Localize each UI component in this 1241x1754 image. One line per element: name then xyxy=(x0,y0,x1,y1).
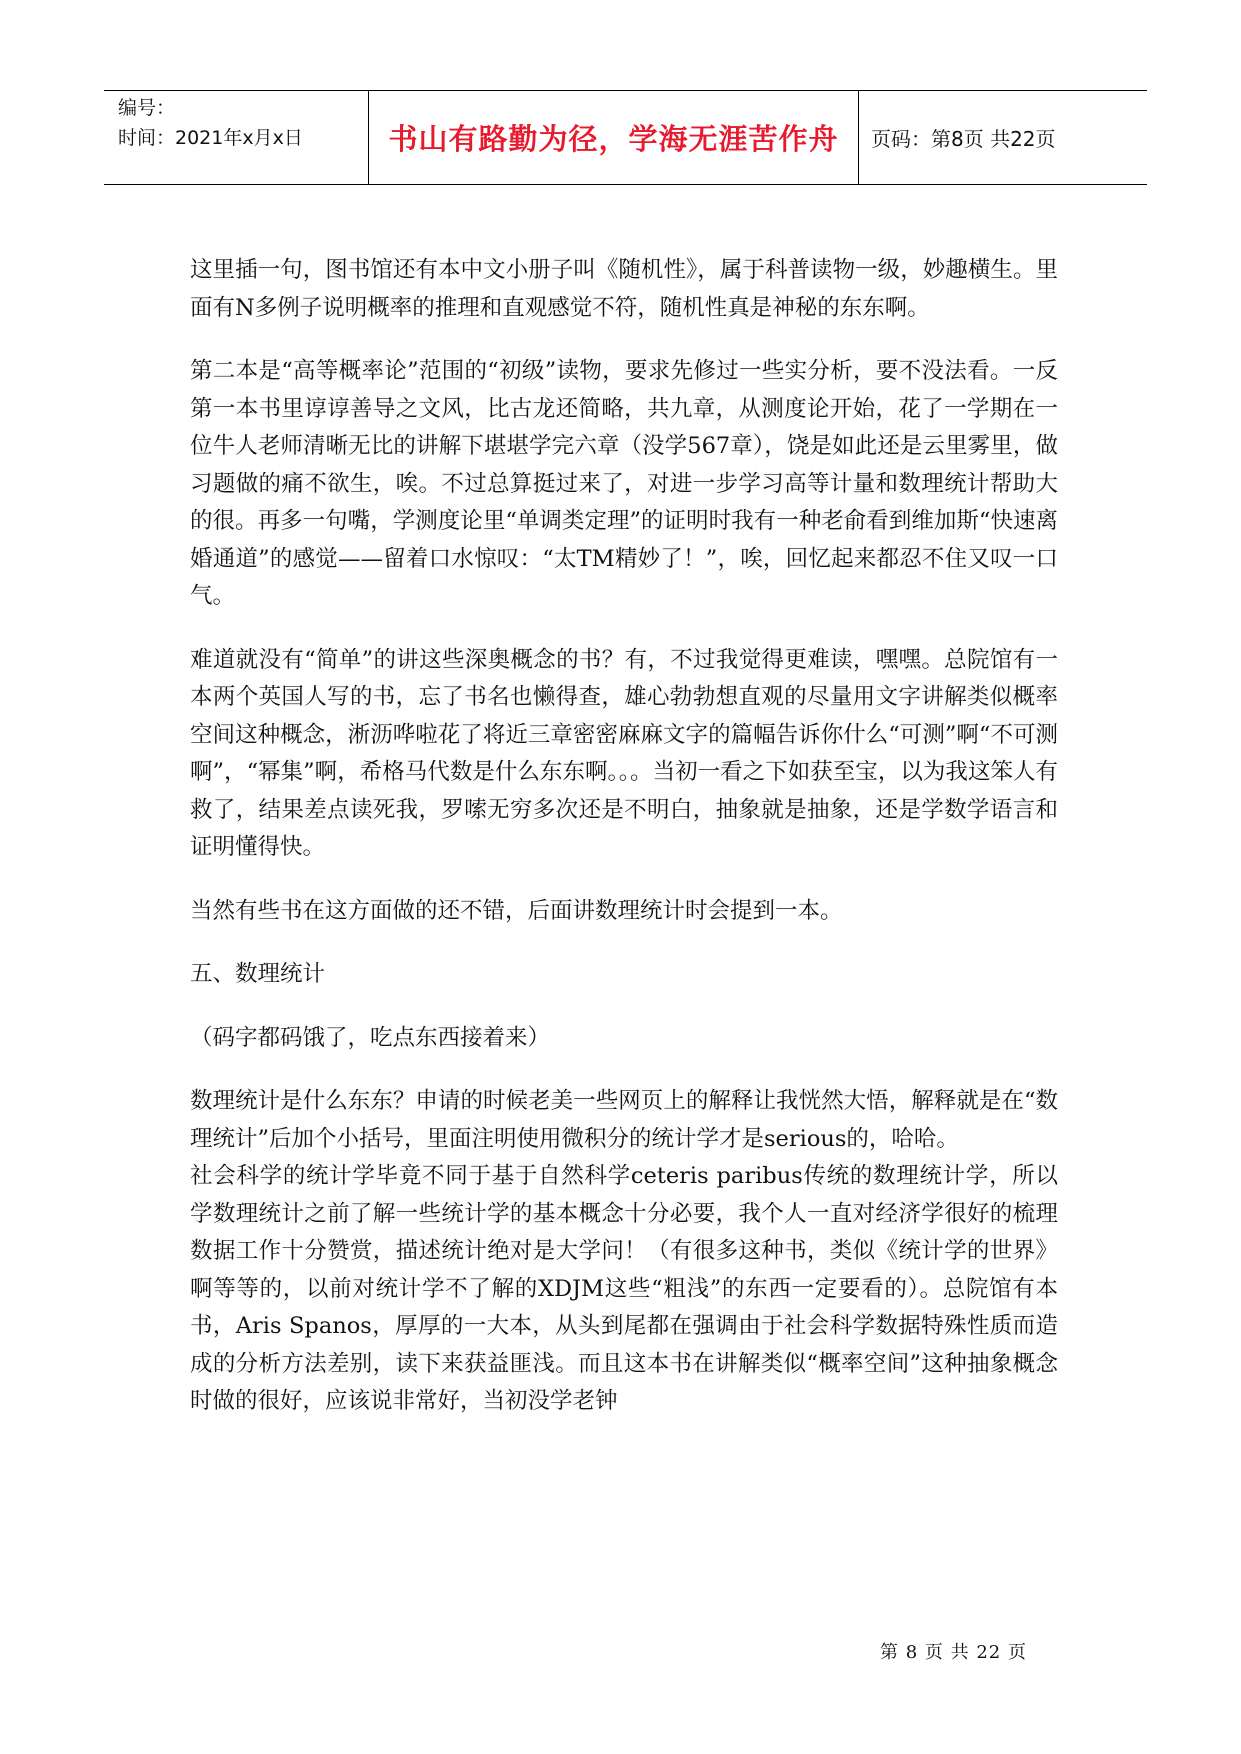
document-number-label: 编号： xyxy=(118,97,176,119)
paragraph-what-is-statistics: 数理统计是什么东东？申请的时候老美一些网页上的解释让我恍然大悟，解释就是在“数理统计”后加个小括号，里面注明使用微积分的统计学才是serious的，哈哈。 xyxy=(190,1088,1058,1152)
paragraph-second-book: 第二本是“高等概率论”范围的“初级”读物，要求先修过一些实分析，要不没法看。一反第一本书里谆谆善导之文风，比古龙还简略，共九章，从测度论开始，花了一学期在一位牛人老师清晰无比的讲解下堪堪学完六章（没学567章），饶是如此还是云里雾里，做习题做的痛不欲生，唉。不过总算挺过来了，对进一步学习高等计量和数理统计帮助大的很。再多一句嘴，学测度论里“单调类定理”的证明时我有一种老俞看到维加斯“快速离婚通道”的感觉——留着口水惊叹：“太TM精妙了！”，唉，回忆起来都忍不住又叹一口气。 xyxy=(190,358,1058,609)
header-page-cell xyxy=(859,91,1147,184)
document-time-label: 时间：2021年x月x日 xyxy=(118,127,303,149)
document-body xyxy=(190,252,1058,1421)
header-motto-cell xyxy=(369,91,859,184)
paragraph-aside: （码字都码饿了，吃点东西接着来） xyxy=(190,1024,551,1051)
page-footer: 第 8 页 共 22 页 xyxy=(880,1642,1027,1663)
paragraph-social-science-statistics: 社会科学的统计学毕竟不同于基于自然科学ceteris paribus传统的数理统计学，所以学数理统计之前了解一些统计学的基本概念十分必要，我个人一直对经济学很好的梳理数据工作十分赞赏，描述统计绝对是大学问！（有很多这种书，类似《统计学的世界》啊等等的，以前对统计学不了解的XDJM这些“粗浅”的东西一定要看的）。总院馆有本书，Aris Spanos，厚厚的一大本，从头到尾都在强调由于社会科学数据特殊性质而造成的分析方法差别，读下来获益匪浅。而且这本书在讲解类似“概率空间”这种抽象概念时做的很好，应该说非常好，当初没学老钟 xyxy=(190,1163,1058,1414)
page-header xyxy=(104,90,1147,185)
header-meta xyxy=(104,91,369,184)
section-heading-statistics: 五、数理统计 xyxy=(190,961,326,987)
paragraph-simple-books: 难道就没有“简单”的讲这些深奥概念的书？有，不过我觉得更难读，嘿嘿。总院馆有一本两个英国人写的书，忘了书名也懒得查，雄心勃勃想直观的尽量用文字讲解类似概率空间这种概念，淅沥哗啦花了将近三章密密麻麻文字的篇幅告诉你什么“可测”啊“不可测啊”，“幂集”啊，希格马代数是什么东东啊。。。当初一看之下如获至宝，以为我这笨人有救了，结果差点读死我，罗嗦无穷多次还是不明白，抽象就是抽象，还是学数学语言和证明懂得快。 xyxy=(190,646,1058,860)
header-page-number: 页码：第8页 共22页 xyxy=(871,127,1056,151)
paragraph-good-books: 当然有些书在这方面做的还不错，后面讲数理统计时会提到一本。 xyxy=(190,897,843,924)
paragraph-randomness-note: 这里插一句，图书馆还有本中文小册子叫《随机性》，属于科普读物一级，妙趣横生。里面有N多例子说明概率的推理和直观感觉不符，随机性真是神秘的东东啊。 xyxy=(190,257,1058,321)
header-motto: 书山有路勤为径，学海无涯苦作舟 xyxy=(388,122,839,156)
